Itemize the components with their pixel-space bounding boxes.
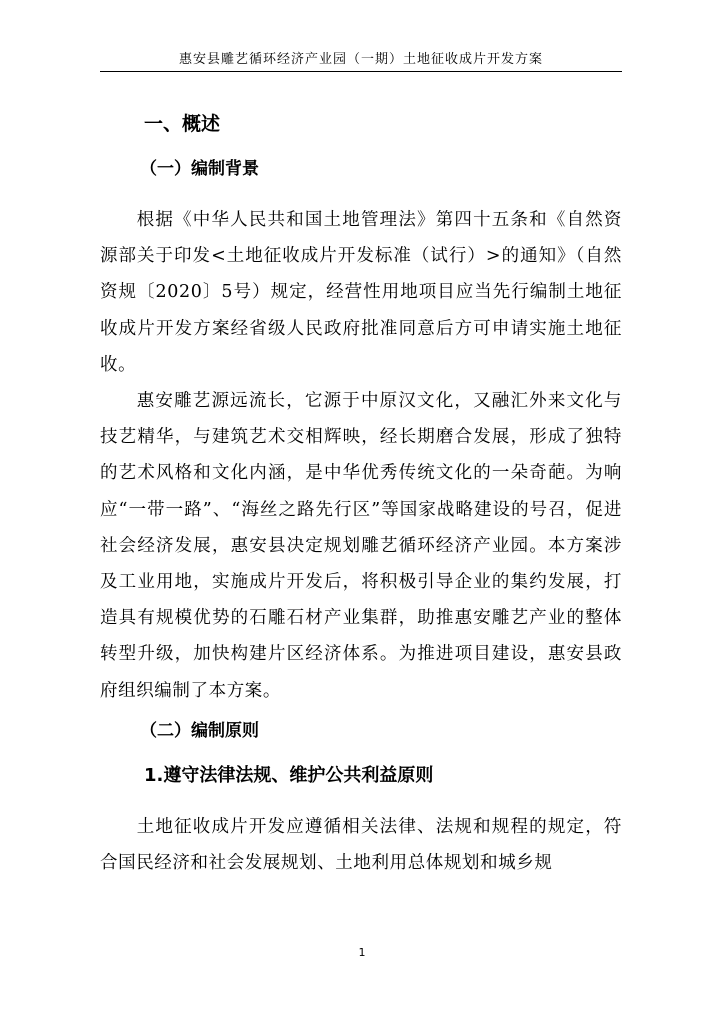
- paragraph-background-2: 惠安雕艺源远流长，它源于中原汉文化，又融汇外来文化与技艺精华，与建筑艺术交相辉映，经长期磨合发展，形成了独特的艺术风格和文化内涵，是中华优秀传统文化的一朵奇葩。为响应“一带一路”、“海丝之路先行区”等国家战略建设的号召，促进社会经济发展，惠安县决定规划雕艺循环经济产业园。本方案涉及工业用地，实施成片开发后，将积极引导企业的集约发展，打造具有规模优势的石雕石材产业集群，助推惠安雕艺产业的整体转型升级，加快构建片区经济体系。为推进项目建设，惠安县政府组织编制了本方案。: [100, 391, 622, 701]
- paragraph-principle-1: 土地征收成片开发应遵循相关法律、法规和规程的规定，符合国民经济和社会发展规划、土地利用总体规划和城乡规: [100, 816, 622, 874]
- subsection-heading-background: （一）编制背景: [140, 159, 259, 179]
- paragraph-background-1: 根据《中华人民共和国土地管理法》第四十五条和《自然资源部关于印发<土地征收成片开发标准（试行）>的通知》（自然资规〔2020〕5号）规定，经营性用地项目应当先行编制土地征收成片开发方案经省级人民政府批准同意后方可申请实施土地征收。: [100, 210, 622, 375]
- header-rule: [100, 71, 622, 72]
- document-body: [100, 112, 622, 881]
- principle-heading-1: 1.遵守法律法规、维护公共利益原则: [144, 764, 434, 786]
- running-header: 惠安县雕艺循环经济产业园（一期）土地征收成片开发方案: [178, 52, 543, 67]
- subsection-heading-principles: （二）编制原则: [140, 720, 259, 741]
- section-heading-overview: 一、概述: [144, 113, 221, 135]
- page-number: 1: [358, 946, 366, 959]
